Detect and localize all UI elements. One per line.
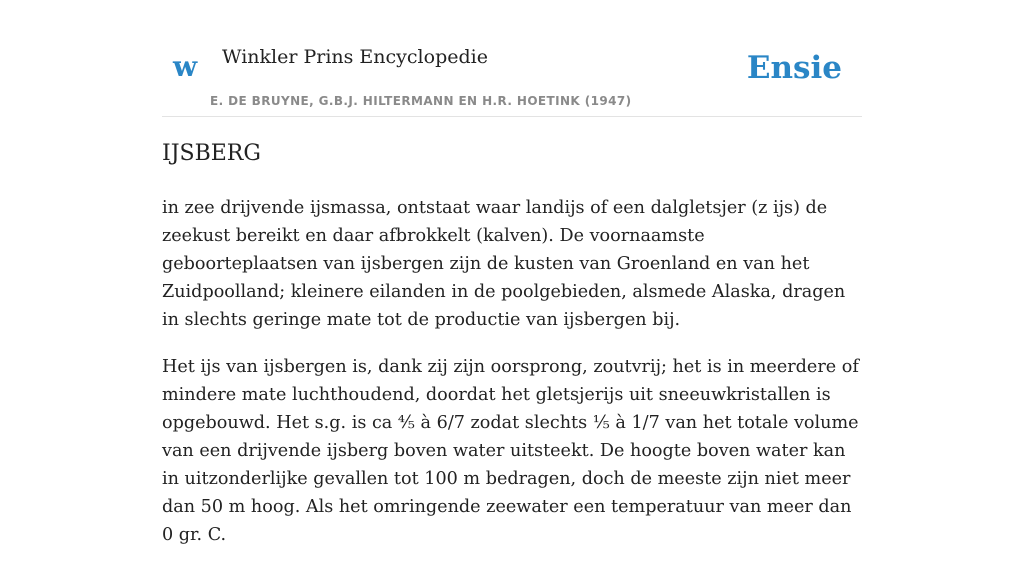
source-title-link[interactable]: Winkler Prins Encyclopedie <box>222 46 488 68</box>
entry-paragraph-2: Het ijs van ijsbergen is, dank zij zijn oorsprong, zoutvrij; het is in meerdere of mindere mate luchthoudend, doordat het gletsjerijs uit sneeuwkristallen is opgebouwd. Het s.g. is ca ⅘ à 6/7 zodat slechts ⅕ à 1/7 van het totale volume van een drijvende ijsberg boven water uitsteekt. De hoogte boven water kan in uitzonderlijke gevallen tot 100 m bedragen, doch de meeste zijn niet meer dan 50 m hoog. Als het omringende zeewater een temperatuur van meer dan 0 gr. C. <box>162 357 859 545</box>
ensie-logo[interactable]: Ensie <box>746 50 842 86</box>
source-authors: E. DE BRUYNE, G.B.J. HILTERMANN EN H.R. HOETINK (1947) <box>210 94 632 108</box>
entry-content <box>162 138 862 568</box>
entry-paragraph-1: in zee drijvende ijsmassa, ontstaat waar landijs of een dalgletsjer (z ijs) de zeekust bereikt en daar afbrokkelt (kalven). De voornaamste geboorteplaatsen van ijsbergen zijn de kusten van Groenland en van het Zuidpoolland; kleinere eilanden in de poolgebieden, alsmede Alaska, dragen in slechts geringe mate tot de productie van ijsbergen bij. <box>162 198 846 330</box>
winkler-prins-logo[interactable]: w <box>173 50 198 83</box>
source-header <box>162 40 862 117</box>
entry-title: IJSBERG <box>162 141 261 166</box>
